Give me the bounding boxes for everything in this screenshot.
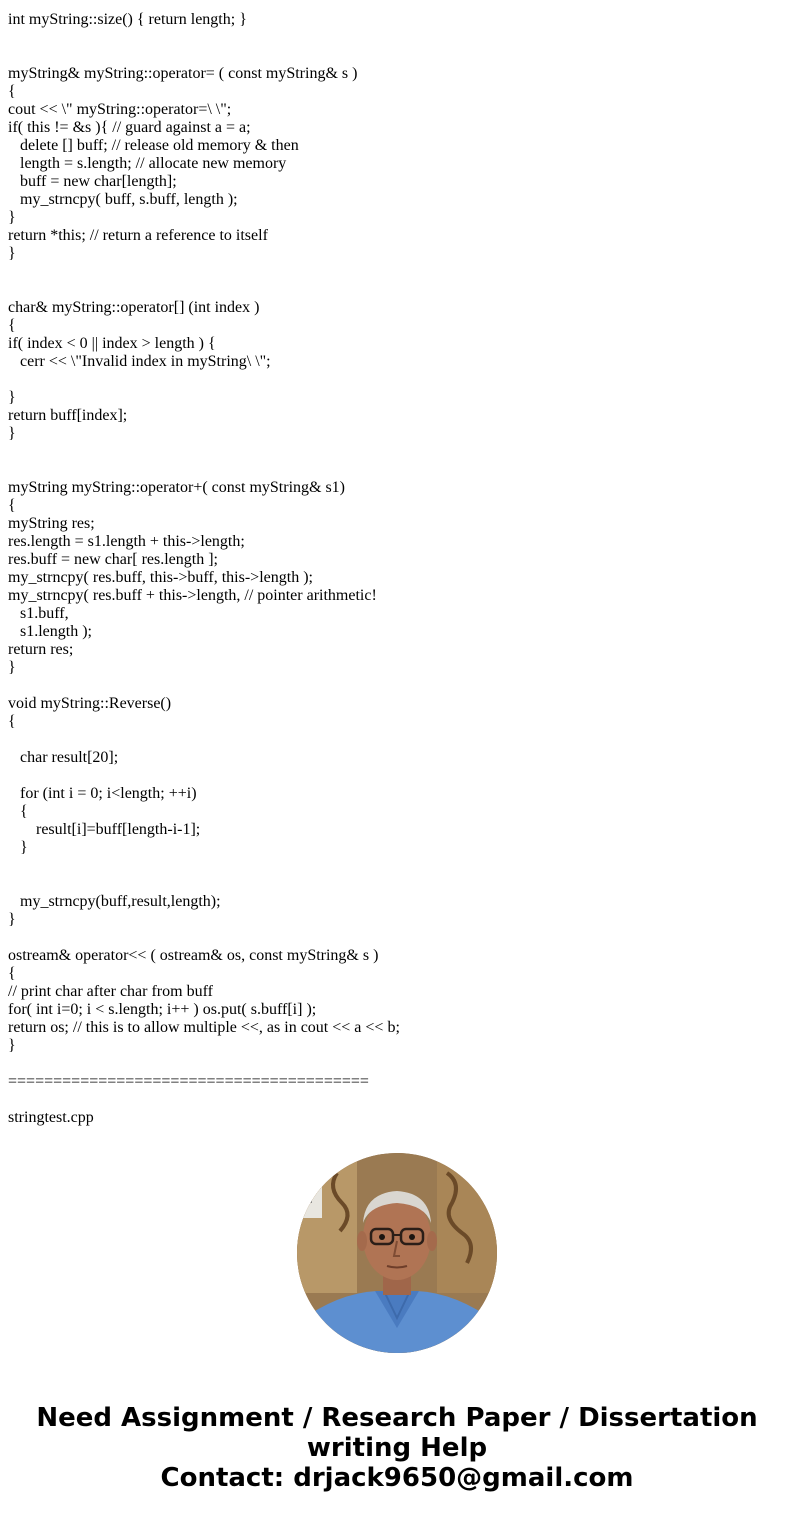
code-line [8, 461, 400, 479]
code-line: char result[20]; [8, 749, 119, 766]
code-line: cerr << \"Invalid index in myString\ \"; [8, 353, 271, 370]
code-line: result[i]=buff[length-i-1]; [8, 821, 201, 838]
code-line [8, 29, 400, 47]
code-line: return *this; // return a reference to itself [8, 227, 268, 244]
code-line: myString& myString::operator= ( const myString& s ) [8, 65, 358, 82]
code-line: if( index < 0 || index > length ) { [8, 335, 216, 352]
code-line [8, 857, 400, 875]
code-line: my_strncpy( buff, s.buff, length ); [8, 191, 238, 208]
code-line: } [8, 1037, 16, 1054]
code-line: { [8, 713, 16, 730]
code-line: { [8, 317, 16, 334]
promo-contact: Contact: drjack9650@gmail.com [160, 1463, 634, 1493]
code-line: void myString::Reverse() [8, 695, 172, 712]
code-line [8, 767, 400, 785]
promo-line-1: Need Assignment / Research Paper / Dissertation [36, 1403, 758, 1433]
code-line: ostream& operator<< ( ostream& os, const myString& s ) [8, 947, 379, 964]
code-line: { [8, 803, 28, 820]
code-line: myString myString::operator+( const myString& s1) [8, 479, 346, 496]
code-line: return res; [8, 641, 74, 658]
code-line [8, 281, 400, 299]
code-line: } [8, 209, 16, 226]
person-photo-icon [297, 1153, 497, 1353]
code-line: int myString::size() { return length; } [8, 11, 247, 28]
code-line [8, 875, 400, 893]
code-line [8, 677, 400, 695]
code-line [8, 1055, 400, 1073]
code-line [8, 1091, 400, 1109]
code-line [8, 443, 400, 461]
code-line: } [8, 659, 16, 676]
code-line: s1.buff, [8, 605, 69, 622]
author-avatar [297, 1153, 497, 1353]
code-line: for( int i=0; i < s.length; i++ ) os.put( s.buff[i] ); [8, 1001, 317, 1018]
code-line: return buff[index]; [8, 407, 128, 424]
code-line: length = s.length; // allocate new memory [8, 155, 287, 172]
code-line: } [8, 245, 16, 262]
code-line: } [8, 425, 16, 442]
code-listing [8, 11, 400, 1127]
code-line [8, 47, 400, 65]
code-line: my_strncpy( res.buff + this->length, // pointer arithmetic! [8, 587, 377, 604]
code-line [8, 371, 400, 389]
code-line [8, 731, 400, 749]
promo-line-2: writing Help [306, 1433, 488, 1463]
code-line: ======================================== [8, 1073, 369, 1090]
code-line: my_strncpy( res.buff, this->buff, this->length ); [8, 569, 313, 586]
code-line: my_strncpy(buff,result,length); [8, 893, 221, 910]
code-line: } [8, 911, 16, 928]
code-line: { [8, 83, 16, 100]
code-line: s1.length ); [8, 623, 92, 640]
code-line: res.length = s1.length + this->length; [8, 533, 245, 550]
code-line: if( this != &s ){ // guard against a = a; [8, 119, 251, 136]
code-line [8, 263, 400, 281]
promo-banner [0, 1403, 794, 1493]
code-line: for (int i = 0; i<length; ++i) [8, 785, 197, 802]
code-line [8, 929, 400, 947]
code-line: } [8, 839, 28, 856]
code-line: char& myString::operator[] (int index ) [8, 299, 260, 316]
code-line: myString res; [8, 515, 95, 532]
code-line: stringtest.cpp [8, 1109, 94, 1126]
code-line: delete [] buff; // release old memory & then [8, 137, 299, 154]
code-line: cout << \" myString::operator=\ \"; [8, 101, 232, 118]
code-line: // print char after char from buff [8, 983, 213, 1000]
code-line: res.buff = new char[ res.length ]; [8, 551, 218, 568]
code-line: { [8, 497, 16, 514]
code-line: { [8, 965, 16, 982]
code-line: } [8, 389, 16, 406]
code-line: buff = new char[length]; [8, 173, 177, 190]
code-line: return os; // this is to allow multiple <<, as in cout << a << b; [8, 1019, 400, 1036]
